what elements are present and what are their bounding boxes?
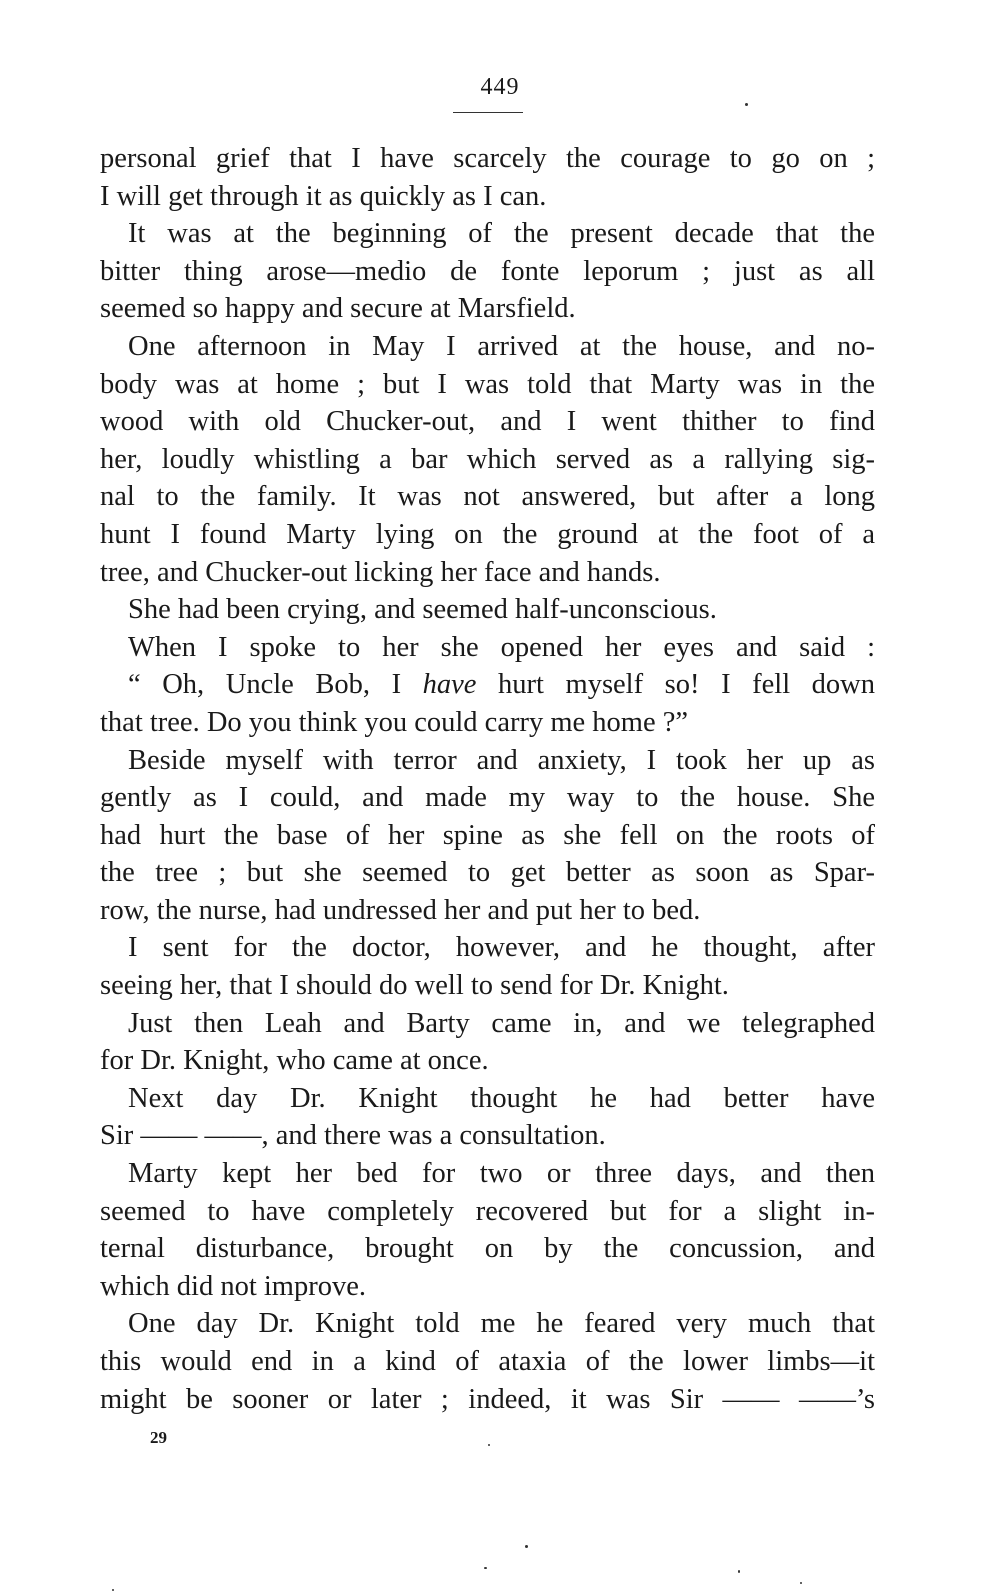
text-line: seemed so happy and secure at Marsfield.: [100, 293, 576, 325]
paragraph-start-line: One afternoon in May I arrived at the house, and no-: [128, 330, 875, 362]
text-line: Sir —— ——, and there was a consultation.: [100, 1120, 606, 1152]
quote-start: “ Oh, Uncle Bob, I: [128, 669, 423, 701]
text-line: row, the nurse, had undressed her and put her to bed.: [100, 894, 701, 926]
text-line: might be sooner or later ; indeed, it was Sir —— ——’s: [100, 1383, 875, 1415]
italic-emphasis: have: [422, 669, 477, 701]
text-line: which did not improve.: [100, 1270, 366, 1302]
text-line: the tree ; but she seemed to get better as soon as Spar-: [100, 857, 875, 889]
paper-speck: [488, 1444, 490, 1446]
paragraph-start-line: It was at the beginning of the present decade that the: [128, 218, 875, 250]
paper-speck: [745, 103, 748, 106]
page-number-rule: [453, 112, 523, 113]
text-line: had hurt the base of her spine as she fell on the roots of: [100, 819, 875, 851]
paragraph-start-line: I sent for the doctor, however, and he thought, after: [128, 932, 875, 964]
page-number: 449: [480, 74, 520, 100]
text-line: gently as I could, and made my way to the house. She: [100, 782, 875, 814]
text-line: hunt I found Marty lying on the ground at the foot of a: [100, 518, 875, 550]
paragraph-start-line: Beside myself with terror and anxiety, I took her up as: [128, 744, 875, 776]
quote-continuation: hurt myself so! I fell down: [476, 669, 876, 701]
paper-speck: [525, 1545, 528, 1548]
paper-speck: [112, 1589, 114, 1591]
paragraph-start-line: Marty kept her bed for two or three days, and then: [128, 1158, 875, 1190]
text-line: wood with old Chucker-out, and I went thither to find: [100, 406, 875, 438]
text-line: personal grief that I have scarcely the courage to go on ;: [100, 143, 875, 174]
paragraph-start-line: Next day Dr. Knight thought he had better have: [128, 1082, 875, 1114]
body-text: [100, 140, 875, 1418]
text-line: ternal disturbance, brought on by the concussion, and: [100, 1233, 875, 1265]
paragraph-start-line: She had been crying, and seemed half-unconscious.: [128, 594, 717, 626]
text-line: this would end in a kind of ataxia of the lower limbs—it: [100, 1346, 875, 1377]
paper-speck: [484, 1567, 487, 1569]
paragraph-start-line: Just then Leah and Barty came in, and we telegraphed: [128, 1007, 875, 1039]
paragraph-start-line: [100, 666, 875, 704]
text-line: her, loudly whistling a bar which served as a rallying sig-: [100, 443, 875, 475]
signature-mark: 29: [150, 1428, 167, 1447]
paper-speck: [738, 1570, 740, 1573]
paragraph-start-line: One day Dr. Knight told me he feared very much that: [128, 1308, 875, 1340]
text-line: that tree. Do you think you could carry me home ?”: [100, 706, 689, 738]
text-line: tree, and Chucker-out licking her face and hands.: [100, 556, 661, 588]
paper-speck: [800, 1582, 802, 1584]
text-line: nal to the family. It was not answered, but after a long: [100, 481, 875, 513]
text-line: seeing her, that I should do well to send for Dr. Knight.: [100, 970, 729, 1002]
text-line: I will get through it as quickly as I can.: [100, 180, 547, 212]
text-line: body was at home ; but I was told that Marty was in the: [100, 368, 875, 400]
paragraph-start-line: When I spoke to her she opened her eyes and said :: [128, 631, 875, 663]
text-line: for Dr. Knight, who came at once.: [100, 1045, 489, 1077]
text-line: seemed to have completely recovered but for a slight in-: [100, 1195, 875, 1227]
text-line: bitter thing arose—medio de fonte leporum ; just as all: [100, 255, 875, 287]
